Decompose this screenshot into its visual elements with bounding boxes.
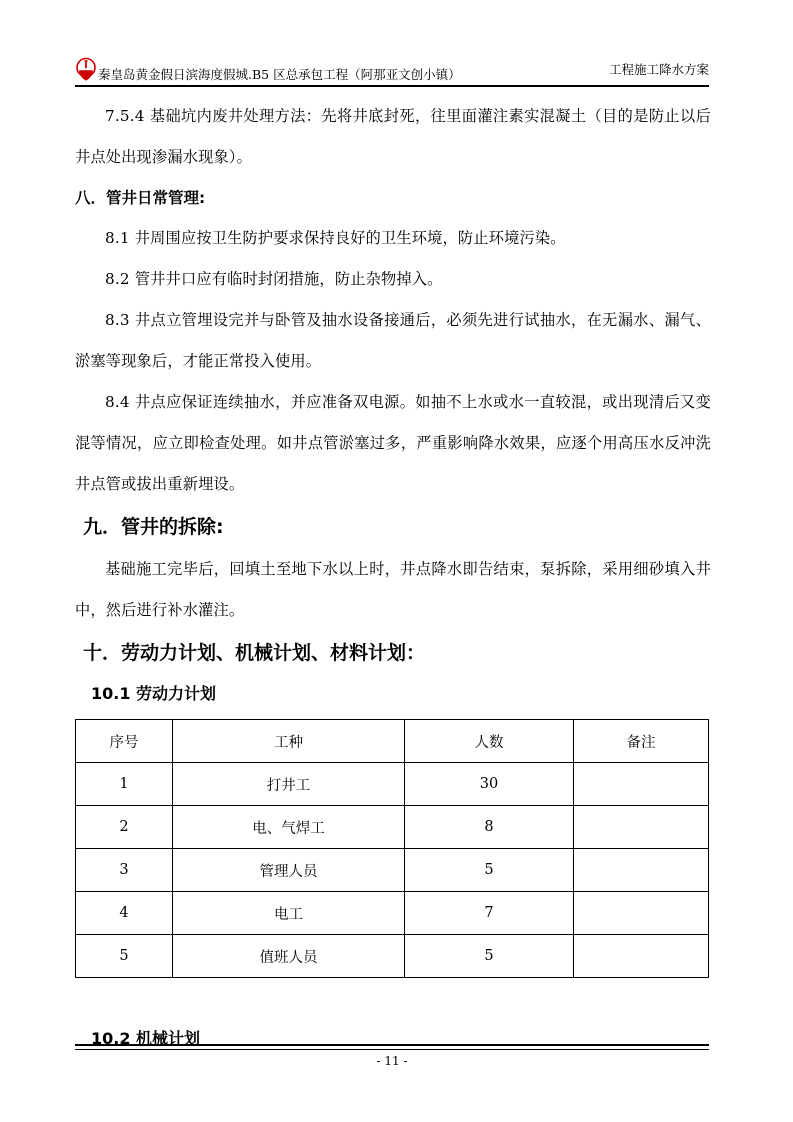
header-left-group: [75, 57, 461, 82]
heading-section-10: 十．劳动力计划、机械计划、材料计划：: [83, 642, 426, 664]
paragraph-8-1: 8.1 井周围应按卫生防护要求保持良好的卫生环境，防止环境污染。: [105, 229, 566, 247]
section-gap: [75, 984, 711, 1020]
heading-section-9: 九．管井的拆除:: [83, 516, 224, 538]
page-header: [75, 52, 709, 86]
paragraph-8-4: 8.4 井点应保证连续抽水，并应准备双电源。如抽不上水或水一直较混，或出现清后又变混等情况，应立即检查处理。如井点管淤塞过多，严重影响降水效果，应逐个用高压水反冲洗井点管或拔出重新埋设。: [75, 393, 711, 493]
cell-count: 8: [405, 806, 574, 849]
cell-type: 管理人员: [173, 849, 405, 892]
table-row: [76, 806, 709, 849]
heading-section-10-2: 10.2 机械计划: [91, 1029, 201, 1048]
table-header-row: [76, 720, 709, 763]
cell-note: [574, 806, 709, 849]
footer-divider-thick: [75, 1044, 709, 1046]
footer-divider-thin: [75, 1049, 709, 1050]
cell-seq: 1: [76, 763, 173, 806]
header-project-title: 秦皇岛黄金假日滨海度假城.B5 区总承包工程（阿那亚文创小镇）: [98, 66, 461, 82]
cell-type: 电工: [173, 892, 405, 935]
cell-seq: 5: [76, 935, 173, 978]
cell-count: 7: [405, 892, 574, 935]
cell-seq: 3: [76, 849, 173, 892]
header-document-title: 工程施工降水方案: [608, 62, 709, 77]
table-row: [76, 849, 709, 892]
labor-plan-table: [75, 719, 709, 978]
table-row: [76, 892, 709, 935]
table-row: [76, 935, 709, 978]
cell-note: [574, 892, 709, 935]
cell-note: [574, 763, 709, 806]
cell-type: 电、气焊工: [173, 806, 405, 849]
page-number: - 11 -: [376, 1054, 408, 1068]
company-seal-icon: [75, 57, 97, 81]
paragraph-8-2: 8.2 管井井口应有临时封闭措施，防止杂物掉入。: [105, 270, 443, 288]
column-header-note: 备注: [574, 720, 709, 763]
cell-type: 打井工: [173, 763, 405, 806]
cell-count: 5: [405, 935, 574, 978]
cell-seq: 2: [76, 806, 173, 849]
table-row: [76, 763, 709, 806]
cell-count: 30: [405, 763, 574, 806]
paragraph-9: 基础施工完毕后，回填土至地下水以上时，井点降水即告结束，泵拆除，采用细砂填入井中，然后进行补水灌注。: [75, 560, 711, 619]
heading-section-8: 八．管井日常管理:: [75, 189, 206, 207]
paragraph-8-3: 8.3 井点立管埋设完并与卧管及抽水设备接通后，必须先进行试抽水，在无漏水、漏气、淤塞等现象后，才能正常投入使用。: [75, 311, 711, 370]
column-header-seq: 序号: [76, 720, 173, 763]
heading-section-10-1: 10.1 劳动力计划: [91, 684, 217, 703]
header-divider: [75, 85, 709, 87]
cell-note: [574, 935, 709, 978]
paragraph-7-5-4: 7.5.4 基础坑内废井处理方法：先将井底封死，往里面灌注素实混凝土（目的是防止以后井点处出现渗漏水现象）。: [75, 107, 711, 166]
column-header-type: 工种: [173, 720, 405, 763]
column-header-count: 人数: [405, 720, 574, 763]
cell-type: 值班人员: [173, 935, 405, 978]
cell-note: [574, 849, 709, 892]
document-body: [75, 96, 711, 1058]
cell-count: 5: [405, 849, 574, 892]
cell-seq: 4: [76, 892, 173, 935]
